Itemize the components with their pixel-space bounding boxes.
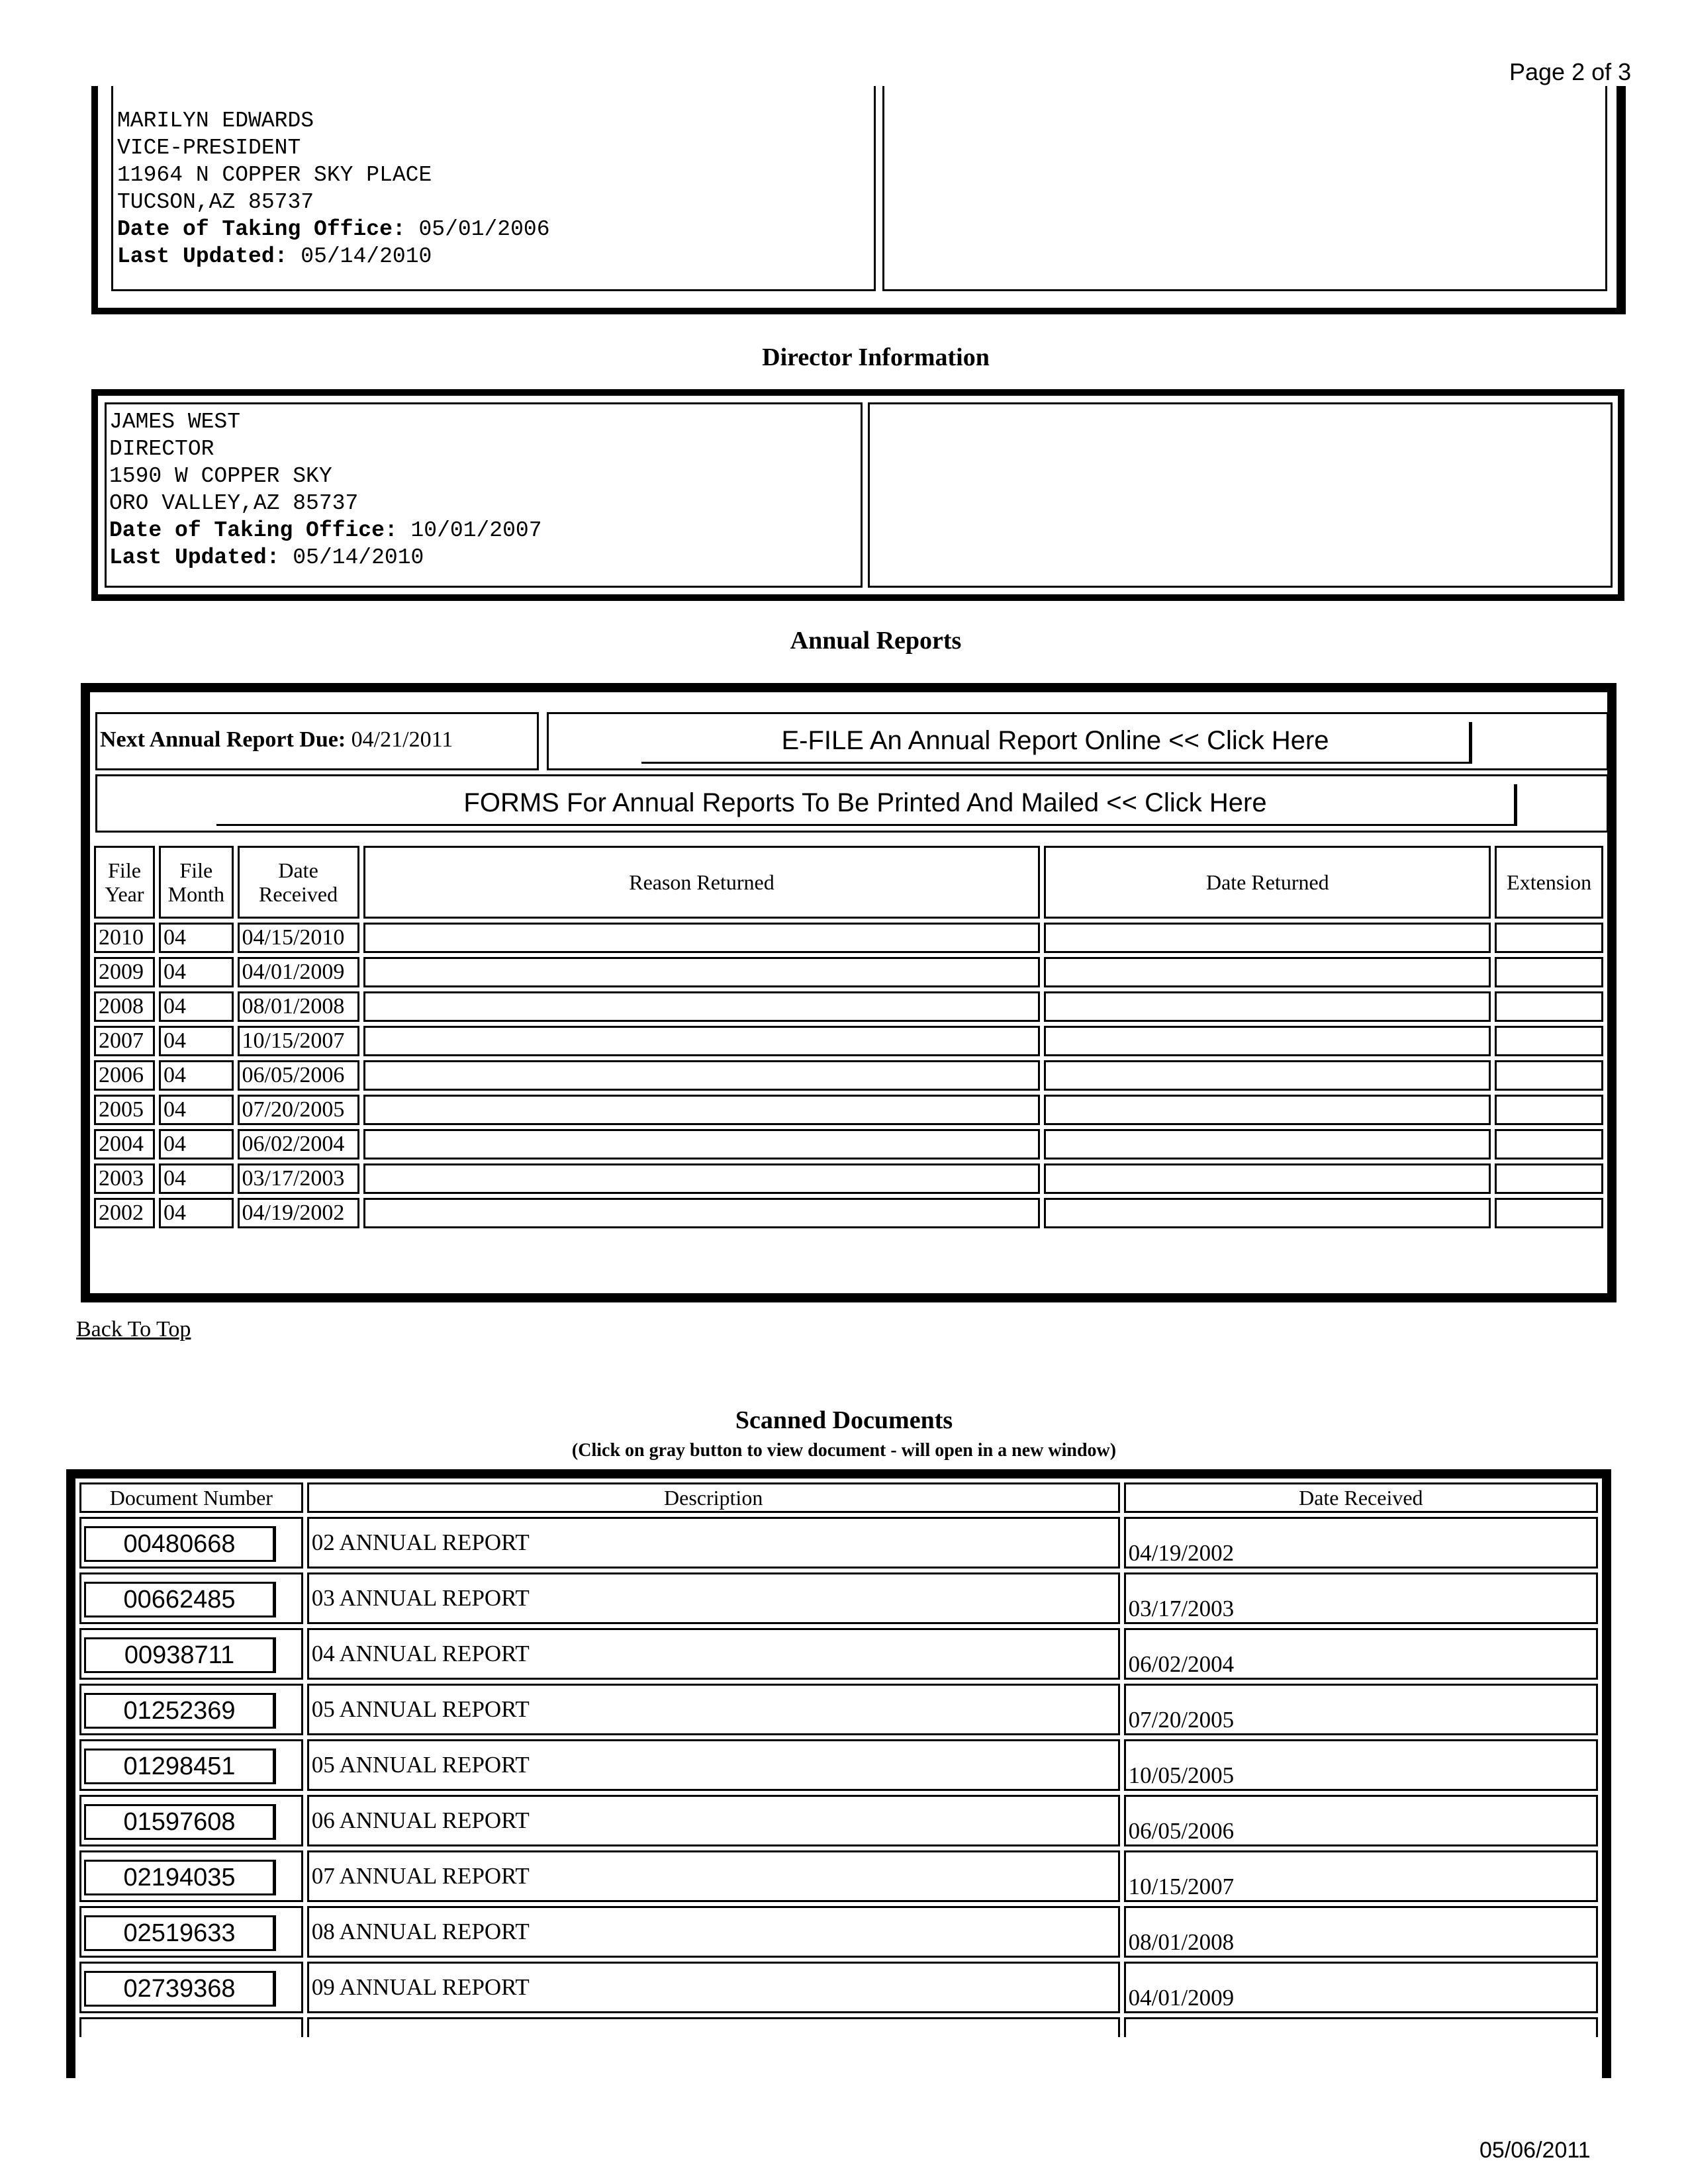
view-document-button[interactable]: 01597608 bbox=[84, 1804, 276, 1840]
row-month: 04 bbox=[159, 957, 234, 987]
table-row bbox=[79, 1962, 1598, 2013]
director-details bbox=[109, 408, 542, 571]
next-due-label: Next Annual Report Due: bbox=[100, 727, 346, 752]
row-year: 2003 bbox=[94, 1163, 155, 1194]
efile-cell bbox=[547, 712, 1609, 770]
row-received: 07/20/2005 bbox=[238, 1095, 359, 1125]
row-received: 04/15/2010 bbox=[238, 923, 359, 953]
doc-description: 02 ANNUAL REPORT bbox=[307, 1517, 1120, 1569]
row-year: 2007 bbox=[94, 1026, 155, 1056]
row-month: 04 bbox=[159, 1095, 234, 1125]
row-extension bbox=[1495, 1095, 1603, 1125]
table-row bbox=[94, 1163, 1603, 1194]
row-year: 2009 bbox=[94, 957, 155, 987]
col-date-received: Date Received bbox=[238, 846, 359, 919]
row-extension bbox=[1495, 1060, 1603, 1091]
row-returned bbox=[1044, 1026, 1491, 1056]
scanned-documents-box bbox=[66, 1469, 1611, 2078]
officer-left-cell bbox=[111, 86, 876, 291]
doc-number-cell bbox=[79, 1962, 303, 2013]
doc-date: 03/17/2003 bbox=[1124, 1572, 1598, 1624]
next-due-cell bbox=[95, 712, 539, 770]
row-reason bbox=[363, 957, 1041, 987]
director-last-updated: Last Updated: 05/14/2010 bbox=[109, 545, 424, 570]
row-reason bbox=[363, 1095, 1041, 1125]
scanned-documents-table bbox=[75, 1479, 1602, 2041]
row-received: 06/05/2006 bbox=[238, 1060, 359, 1091]
officer-address1: 11964 N COPPER SKY PLACE bbox=[117, 163, 432, 187]
doc-date: 04/01/2009 bbox=[1124, 1962, 1598, 2013]
officer-taking-office: Date of Taking Office: 05/01/2006 bbox=[117, 217, 550, 242]
row-returned bbox=[1044, 991, 1491, 1022]
officer-details bbox=[117, 107, 550, 270]
table-row bbox=[79, 1517, 1598, 1569]
col-extension: Extension bbox=[1495, 846, 1603, 919]
doc-date: 06/05/2006 bbox=[1124, 1795, 1598, 1846]
scanned-documents-heading: Scanned Documents bbox=[735, 1406, 953, 1434]
col-reason-returned: Reason Returned bbox=[363, 846, 1041, 919]
director-heading: Director Information bbox=[762, 343, 990, 371]
doc-description: 04 ANNUAL REPORT bbox=[307, 1628, 1120, 1680]
row-year: 2008 bbox=[94, 991, 155, 1022]
next-due-value: 04/21/2011 bbox=[351, 727, 453, 752]
col-file-year: File Year bbox=[94, 846, 155, 919]
row-extension bbox=[1495, 1163, 1603, 1194]
view-document-button[interactable]: 00480668 bbox=[84, 1526, 276, 1562]
officer-address2: TUCSON,AZ 85737 bbox=[117, 190, 314, 214]
col-description: Description bbox=[307, 1482, 1120, 1513]
table-row bbox=[94, 1129, 1603, 1160]
doc-description: 05 ANNUAL REPORT bbox=[307, 1739, 1120, 1791]
doc-description: 05 ANNUAL REPORT bbox=[307, 1684, 1120, 1735]
row-year: 2002 bbox=[94, 1198, 155, 1228]
efile-link[interactable]: E-FILE An Annual Report Online << Click Here bbox=[641, 722, 1472, 764]
director-right-cell bbox=[868, 402, 1613, 588]
director-taking-office: Date of Taking Office: 10/01/2007 bbox=[109, 518, 542, 543]
row-month: 04 bbox=[159, 1060, 234, 1091]
view-document-button[interactable]: 00938711 bbox=[84, 1637, 276, 1673]
row-reason bbox=[363, 923, 1041, 953]
row-month: 04 bbox=[159, 923, 234, 953]
doc-description: 07 ANNUAL REPORT bbox=[307, 1850, 1120, 1902]
annual-reports-table bbox=[90, 842, 1607, 1232]
row-received: 10/15/2007 bbox=[238, 1026, 359, 1056]
row-reason bbox=[363, 1060, 1041, 1091]
row-extension bbox=[1495, 923, 1603, 953]
doc-description: 06 ANNUAL REPORT bbox=[307, 1795, 1120, 1846]
director-title: DIRECTOR bbox=[109, 437, 214, 461]
director-address2: ORO VALLEY,AZ 85737 bbox=[109, 491, 359, 516]
partial-cell bbox=[307, 2017, 1120, 2037]
table-row bbox=[79, 1572, 1598, 1624]
annual-reports-heading: Annual Reports bbox=[790, 627, 962, 655]
row-received: 08/01/2008 bbox=[238, 991, 359, 1022]
row-extension bbox=[1495, 1198, 1603, 1228]
view-document-button[interactable]: 02519633 bbox=[84, 1915, 276, 1951]
table-row-partial bbox=[79, 2017, 1598, 2037]
table-row bbox=[94, 1095, 1603, 1125]
row-month: 04 bbox=[159, 1026, 234, 1056]
doc-number-cell bbox=[79, 1684, 303, 1735]
col-date-returned: Date Returned bbox=[1044, 846, 1491, 919]
col-file-month: File Month bbox=[159, 846, 234, 919]
table-row bbox=[94, 957, 1603, 987]
row-returned bbox=[1044, 957, 1491, 987]
doc-number-cell bbox=[79, 1628, 303, 1680]
table-row bbox=[94, 1060, 1603, 1091]
doc-date: 07/20/2005 bbox=[1124, 1684, 1598, 1735]
view-document-button[interactable]: 02739368 bbox=[84, 1971, 276, 2007]
doc-description: 08 ANNUAL REPORT bbox=[307, 1906, 1120, 1958]
doc-date: 04/19/2002 bbox=[1124, 1517, 1598, 1569]
row-extension bbox=[1495, 957, 1603, 987]
row-year: 2004 bbox=[94, 1129, 155, 1160]
table-row bbox=[94, 1198, 1603, 1228]
director-left-cell bbox=[105, 402, 863, 588]
table-row bbox=[94, 923, 1603, 953]
row-returned bbox=[1044, 923, 1491, 953]
doc-date: 10/05/2005 bbox=[1124, 1739, 1598, 1791]
partial-cell bbox=[1124, 2017, 1598, 2037]
table-row bbox=[79, 1795, 1598, 1846]
doc-description: 09 ANNUAL REPORT bbox=[307, 1962, 1120, 2013]
row-returned bbox=[1044, 1129, 1491, 1160]
row-month: 04 bbox=[159, 1129, 234, 1160]
back-to-top-link[interactable]: Back To Top bbox=[76, 1317, 191, 1342]
annual-reports-box bbox=[81, 683, 1617, 1302]
row-returned bbox=[1044, 1060, 1491, 1091]
partial-cell bbox=[79, 2017, 303, 2037]
doc-date: 10/15/2007 bbox=[1124, 1850, 1598, 1902]
row-reason bbox=[363, 1198, 1041, 1228]
view-document-button[interactable]: 00662485 bbox=[84, 1582, 276, 1617]
director-address1: 1590 W COPPER SKY bbox=[109, 464, 332, 488]
forms-link[interactable]: FORMS For Annual Reports To Be Printed And Mailed << Click Here bbox=[216, 784, 1517, 826]
annual-reports-header-row bbox=[94, 846, 1603, 919]
row-year: 2006 bbox=[94, 1060, 155, 1091]
view-document-button[interactable]: 02194035 bbox=[84, 1860, 276, 1895]
doc-date: 08/01/2008 bbox=[1124, 1906, 1598, 1958]
row-year: 2005 bbox=[94, 1095, 155, 1125]
view-document-button[interactable]: 01298451 bbox=[84, 1749, 276, 1784]
director-box bbox=[91, 389, 1624, 601]
row-year: 2010 bbox=[94, 923, 155, 953]
row-month: 04 bbox=[159, 1163, 234, 1194]
doc-description: 03 ANNUAL REPORT bbox=[307, 1572, 1120, 1624]
scanned-header-row bbox=[79, 1482, 1598, 1513]
doc-date: 06/02/2004 bbox=[1124, 1628, 1598, 1680]
row-reason bbox=[363, 1026, 1041, 1056]
row-extension bbox=[1495, 991, 1603, 1022]
forms-cell bbox=[95, 774, 1609, 833]
page-number: Page 2 of 3 bbox=[1509, 58, 1632, 85]
doc-number-cell bbox=[79, 1517, 303, 1569]
doc-number-cell bbox=[79, 1850, 303, 1902]
row-returned bbox=[1044, 1163, 1491, 1194]
row-received: 04/01/2009 bbox=[238, 957, 359, 987]
row-received: 04/19/2002 bbox=[238, 1198, 359, 1228]
director-name: JAMES WEST bbox=[109, 410, 241, 434]
col-doc-date-received: Date Received bbox=[1124, 1482, 1598, 1513]
footer-date: 05/06/2011 bbox=[1479, 2138, 1591, 2163]
officer-last-updated: Last Updated: 05/14/2010 bbox=[117, 244, 432, 269]
table-row bbox=[79, 1739, 1598, 1791]
row-month: 04 bbox=[159, 991, 234, 1022]
table-row bbox=[79, 1850, 1598, 1902]
row-reason bbox=[363, 991, 1041, 1022]
row-received: 03/17/2003 bbox=[238, 1163, 359, 1194]
table-row bbox=[79, 1628, 1598, 1680]
row-returned bbox=[1044, 1198, 1491, 1228]
row-received: 06/02/2004 bbox=[238, 1129, 359, 1160]
row-extension bbox=[1495, 1129, 1603, 1160]
doc-number-cell bbox=[79, 1906, 303, 1958]
officer-box bbox=[91, 86, 1626, 314]
col-document-number: Document Number bbox=[79, 1482, 303, 1513]
row-reason bbox=[363, 1163, 1041, 1194]
officer-title: VICE-PRESIDENT bbox=[117, 136, 301, 160]
table-row bbox=[79, 1906, 1598, 1958]
row-returned bbox=[1044, 1095, 1491, 1125]
doc-number-cell bbox=[79, 1739, 303, 1791]
officer-name: MARILYN EDWARDS bbox=[117, 109, 314, 133]
row-month: 04 bbox=[159, 1198, 234, 1228]
table-row bbox=[94, 1026, 1603, 1056]
officer-right-cell bbox=[882, 86, 1607, 291]
row-reason bbox=[363, 1129, 1041, 1160]
view-document-button[interactable]: 01252369 bbox=[84, 1693, 276, 1729]
row-extension bbox=[1495, 1026, 1603, 1056]
doc-number-cell bbox=[79, 1572, 303, 1624]
scanned-documents-subheading: (Click on gray button to view document - will open in a new window) bbox=[571, 1440, 1117, 1461]
doc-number-cell bbox=[79, 1795, 303, 1846]
table-row bbox=[79, 1684, 1598, 1735]
table-row bbox=[94, 991, 1603, 1022]
